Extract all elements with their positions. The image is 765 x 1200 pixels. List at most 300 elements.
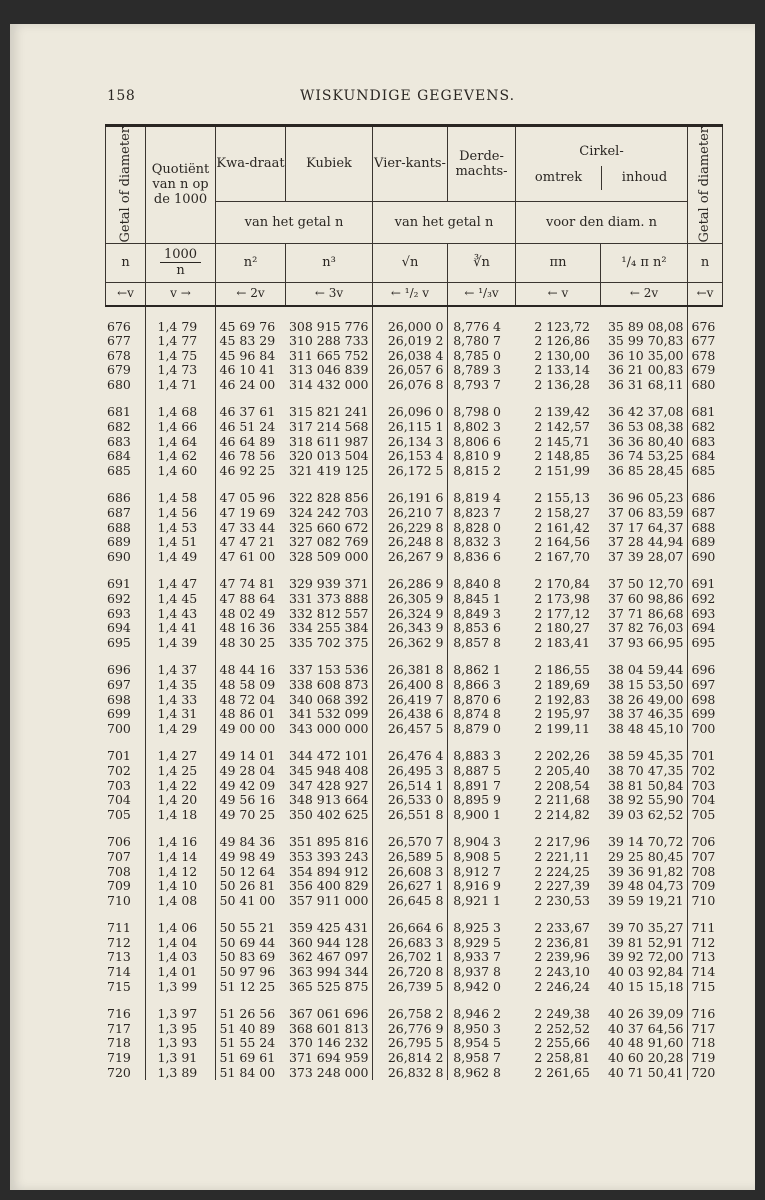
table-cell: 26,589 5 [372,850,447,865]
table-cell: 701 [107,748,131,764]
table-cell: 345 948 408 [285,764,372,779]
table-cell: 26,248 8 [372,535,447,550]
table-cell: 50 97 96 [215,965,285,980]
table-cell: 2 145,71 [534,433,590,449]
sym-n-right: n [688,243,723,282]
table-cell: 343 000 000 [285,722,372,737]
table-cell: 48 58 09 [215,678,285,693]
table-cell: 26,683 3 [372,936,447,951]
table-cell: 2 208,54 [534,777,590,793]
table-cell: 8,785 0 [453,347,501,363]
table-cell: 40 37 64,56 [600,1022,687,1037]
table-cell: 692 [107,591,131,606]
header-cirkel: Cirkel- omtrek inhoud [516,126,688,202]
table-cell: 1,3 91 [145,1051,215,1066]
table-cell: 1,4 33 [145,693,215,708]
table-cell: 2 252,52 [534,1020,590,1036]
header-getal-of-diameter-left: Getal of diameter [106,126,146,244]
table-cell: 8,962 8 [453,1064,501,1080]
table-cell: 2 214,82 [534,806,590,822]
table-cell: 327 082 769 [285,535,372,550]
table-cell: 36 36 80,40 [600,435,687,450]
table-cell: 705 [107,806,131,822]
table-row [105,449,722,464]
table-cell: 681 [107,404,131,420]
table-cell: 2 148,85 [534,448,590,464]
table-row [105,378,722,393]
table-cell: 324 242 703 [285,506,372,521]
table-cell: 687 [691,505,716,521]
table-cell: 703 [107,777,131,793]
table-row [105,793,722,808]
table-body [105,307,722,1081]
table-row [105,808,722,823]
table-cell: 2 255,66 [534,1035,590,1051]
table-cell: 709 [691,878,716,894]
sym-pi-n: πn [516,243,601,282]
table-cell: 40 15 15,18 [600,980,687,995]
table-cell: 45 69 76 [215,320,285,335]
table-row [105,405,722,420]
table-cell: 8,815 2 [453,462,501,478]
table-cell: 717 [691,1020,716,1036]
table-cell: 1,4 56 [145,506,215,521]
table-cell: 26,702 1 [372,950,447,965]
arrow-3: ← 2v [216,282,286,306]
table-cell: 680 [691,376,716,392]
table-cell: 26,267 9 [372,550,447,565]
table-cell: 2 202,26 [534,748,590,764]
table-cell: 8,929 5 [453,934,501,950]
table-row [105,921,722,936]
table-row [105,850,722,865]
table-cell: 8,937 8 [453,964,501,980]
table-cell: 26,286 9 [372,577,447,592]
table-cell: 8,789 3 [453,362,501,378]
table-cell: 707 [691,848,716,864]
sym-cbrt: ∛n [448,243,516,282]
table-cell: 679 [107,362,131,378]
table-cell: 8,925 3 [453,920,501,936]
table-row [105,764,722,779]
table-cell: 47 61 00 [215,550,285,565]
table-cell: 8,946 2 [453,1006,501,1022]
table-cell: 26,381 8 [372,663,447,678]
table-cell: 8,793 7 [453,376,501,392]
arrow-9: ←v [688,282,723,306]
table-cell: 26,343 9 [372,621,447,636]
header-vierkants: Vier-kants- [373,126,448,202]
table-cell: 26,608 3 [372,865,447,880]
table-cell: 702 [691,762,716,778]
table-cell: 37 71 86,68 [600,607,687,622]
table-cell: 1,4 45 [145,592,215,607]
table-row [105,950,722,965]
table-cell: 696 [107,662,131,678]
table-cell: 2 199,11 [534,720,590,736]
table-cell: 26,758 2 [372,1007,447,1022]
table-cell: 26,362 9 [372,636,447,651]
table-cell: 706 [107,834,131,850]
table-cell: 322 828 856 [285,491,372,506]
table-cell: 331 373 888 [285,592,372,607]
table-cell: 8,776 4 [453,318,501,334]
table-cell: 685 [107,462,131,478]
table-row [105,577,722,592]
table-cell: 1,4 64 [145,435,215,450]
table-cell: 1,4 49 [145,550,215,565]
table-cell: 26,570 7 [372,835,447,850]
table-cell: 48 72 04 [215,693,285,708]
table-cell: 329 939 371 [285,577,372,592]
table-cell: 50 26 81 [215,879,285,894]
table-cell: 48 16 36 [215,621,285,636]
table-cell: 50 41 00 [215,894,285,909]
table-cell: 40 48 91,60 [600,1036,687,1051]
table-cell: 36 21 00,83 [600,363,687,378]
header-derdemachts: Derde-machts- [448,126,516,202]
table-cell: 46 37 61 [215,405,285,420]
table-cell: 8,879 0 [453,720,501,736]
table-cell: 2 239,96 [534,949,590,965]
table-cell: 689 [107,534,131,550]
table-cell: 714 [107,964,131,980]
table-cell: 705 [691,806,716,822]
table-row [105,865,722,880]
table-cell: 720 [691,1064,716,1080]
table-cell: 682 [691,419,716,435]
table-cell: 26,776 9 [372,1022,447,1037]
table-cell: 48 44 16 [215,663,285,678]
table-cell: 688 [107,519,131,535]
table-cell: 713 [107,949,131,965]
table-cell: 39 14 70,72 [600,835,687,850]
table-cell: 2 170,84 [534,576,590,592]
table-cell: 1,4 25 [145,764,215,779]
table-cell: 1,4 01 [145,965,215,980]
table-cell: 50 12 64 [215,865,285,880]
table-cell: 699 [107,706,131,722]
header-van-het-getal-2: van het getal n [373,201,516,243]
table-cell: 325 660 672 [285,521,372,536]
sym-n-squared: n² [216,243,286,282]
table-cell: 335 702 375 [285,636,372,651]
table-cell: 37 50 12,70 [600,577,687,592]
table-cell: 38 15 53,50 [600,678,687,693]
table-row [105,835,722,850]
table-cell: 714 [691,964,716,980]
table-cell: 8,904 3 [453,834,501,850]
table-row [105,707,722,722]
table-cell: 46 10 41 [215,363,285,378]
header-inhoud: inhoud [601,166,687,190]
table-cell: 1,3 93 [145,1036,215,1051]
table-cell: 1,4 51 [145,535,215,550]
table-cell: 711 [691,920,716,936]
table-cell: 2 249,38 [534,1006,590,1022]
table-row [105,636,722,651]
table-cell: 680 [107,376,131,392]
table-cell: 1,4 27 [145,749,215,764]
table-cell: 373 248 000 [285,1066,372,1081]
table-cell: 8,895 9 [453,792,501,808]
table-row [105,334,722,349]
table-cell: 719 [691,1050,716,1066]
table-cell: 704 [107,792,131,808]
table-cell: 35 99 70,83 [600,334,687,349]
table-row [105,592,722,607]
table-cell: 8,853 6 [453,620,501,636]
table-cell: 26,153 4 [372,449,447,464]
table-cell: 696 [691,662,716,678]
table-cell: 38 48 45,10 [600,722,687,737]
table-cell: 26,134 3 [372,435,447,450]
table-row [105,363,722,378]
header-omtrek: omtrek [534,169,583,185]
table-cell: 39 81 52,91 [600,936,687,951]
table-cell: 45 96 84 [215,349,285,364]
table-cell: 338 608 873 [285,678,372,693]
table-cell: 8,845 1 [453,591,501,606]
table-cell: 46 64 89 [215,435,285,450]
table-cell: 313 046 839 [285,363,372,378]
table-cell: 26,096 0 [372,405,447,420]
table-row [105,550,722,565]
table-cell: 1,4 03 [145,950,215,965]
table-cell: 311 665 752 [285,349,372,364]
table-cell: 677 [107,333,131,349]
table-cell: 1,3 95 [145,1022,215,1037]
table-cell: 365 525 875 [285,980,372,995]
table-cell: 2 155,13 [534,490,590,506]
table-cell: 26,814 2 [372,1051,447,1066]
table-cell: 8,887 5 [453,762,501,778]
table-cell: 2 183,41 [534,634,590,650]
table-cell: 26,438 6 [372,707,447,722]
table-cell: 1,4 31 [145,707,215,722]
table-cell: 49 28 04 [215,764,285,779]
table-gap [105,307,722,320]
table-cell: 2 195,97 [534,706,590,722]
table-cell: 367 061 696 [285,1007,372,1022]
table-cell: 2 192,83 [534,691,590,707]
table-cell: 694 [691,620,716,636]
table-cell: 348 913 664 [285,793,372,808]
table-cell: 26,627 1 [372,879,447,894]
table-row [105,491,722,506]
table-row [105,320,722,335]
table-cell: 26,457 5 [372,722,447,737]
table-cell: 2 161,42 [534,519,590,535]
table-cell: 26,551 8 [372,808,447,823]
page-number: 158 [107,88,136,104]
table-cell: 317 214 568 [285,420,372,435]
table-cell: 688 [691,519,716,535]
table-cell: 341 532 099 [285,707,372,722]
table-cell: 703 [691,777,716,793]
header-getal-of-diameter-right: Getal of diameter [688,126,723,244]
table-cell: 8,921 1 [453,892,501,908]
table-cell: 8,810 9 [453,448,501,464]
table-cell: 40 03 92,84 [600,965,687,980]
table-cell: 26,514 1 [372,779,447,794]
table-cell: 698 [107,691,131,707]
table-row [105,621,722,636]
table-cell: 676 [107,318,131,334]
table-cell: 26,172 5 [372,464,447,479]
table-cell: 2 123,72 [534,318,590,334]
table-cell: 49 42 09 [215,779,285,794]
table-cell: 682 [107,419,131,435]
table-cell: 39 59 19,21 [600,894,687,909]
table-cell: 2 142,57 [534,419,590,435]
table-cell: 681 [691,404,716,420]
table-cell: 715 [107,978,131,994]
table-cell: 685 [691,462,716,478]
table-cell: 350 402 625 [285,808,372,823]
table-cell: 8,802 3 [453,419,501,435]
table-cell: 678 [691,347,716,363]
table-cell: 691 [691,576,716,592]
table-cell: 26,419 7 [372,693,447,708]
table-cell: 46 24 00 [215,378,285,393]
arrow-6: ← ¹/₃v [448,282,516,306]
table-cell: 1,4 77 [145,334,215,349]
table-cell: 47 47 21 [215,535,285,550]
table-cell: 49 84 36 [215,835,285,850]
table-cell: 679 [691,362,716,378]
table-cell: 2 164,56 [534,534,590,550]
table-cell: 51 40 89 [215,1022,285,1037]
table-cell: 26,191 6 [372,491,447,506]
table-cell: 39 36 91,82 [600,865,687,880]
table-cell: 2 177,12 [534,605,590,621]
table-cell: 38 92 55,90 [600,793,687,808]
table-cell: 693 [691,605,716,621]
table-cell: 26,795 5 [372,1036,447,1051]
table-row [105,521,722,536]
table-cell: 1,4 10 [145,879,215,894]
table-row [105,965,722,980]
table-row [105,420,722,435]
table-cell: 713 [691,949,716,965]
header-kubiek: Kubiek [286,126,373,202]
table-cell: 720 [107,1064,131,1080]
table-row [105,464,722,479]
arrow-8: ← 2v [601,282,688,306]
table-cell: 1,4 18 [145,808,215,823]
table-cell: 2 158,27 [534,505,590,521]
table-cell: 26,076 8 [372,378,447,393]
table-cell: 8,780 7 [453,333,501,349]
table-cell: 45 83 29 [215,334,285,349]
table-cell: 684 [691,448,716,464]
sym-sqrt: √n [373,243,448,282]
table-cell: 46 92 25 [215,464,285,479]
table-cell: 2 133,14 [534,362,590,378]
table-row [105,779,722,794]
table-cell: 1,4 14 [145,850,215,865]
header-kwadraat: Kwa-draat [216,126,286,202]
table-cell: 695 [691,634,716,650]
table-cell: 308 915 776 [285,320,372,335]
table-cell: 38 26 49,00 [600,693,687,708]
table-cell: 320 013 504 [285,449,372,464]
table-row [105,663,722,678]
table-cell: 716 [107,1006,131,1022]
table-cell: 26,305 9 [372,592,447,607]
table-cell: 26,664 6 [372,921,447,936]
table-cell: 1,4 66 [145,420,215,435]
table-cell: 1,4 71 [145,378,215,393]
table-cell: 371 694 959 [285,1051,372,1066]
table-cell: 347 428 927 [285,779,372,794]
table-cell: 2 139,42 [534,404,590,420]
table-cell: 700 [107,720,131,736]
table-cell: 36 96 05,23 [600,491,687,506]
table-cell: 2 189,69 [534,676,590,692]
table-cell: 1,4 35 [145,678,215,693]
table-cell: 26,739 5 [372,980,447,995]
table-cell: 49 98 49 [215,850,285,865]
table-cell: 8,933 7 [453,949,501,965]
table-cell: 717 [107,1020,131,1036]
table-cell: 1,4 12 [145,865,215,880]
table-cell: 718 [107,1035,131,1051]
table-cell: 37 60 98,86 [600,592,687,607]
table-cell: 47 05 96 [215,491,285,506]
table-cell: 49 14 01 [215,749,285,764]
table-cell: 351 895 816 [285,835,372,850]
table-row [105,1036,722,1051]
table-cell: 8,857 8 [453,634,501,650]
table-cell: 706 [691,834,716,850]
table-cell: 8,954 5 [453,1035,501,1051]
table-cell: 26,229 8 [372,521,447,536]
table-cell: 2 130,00 [534,347,590,363]
table-cell: 710 [107,892,131,908]
sym-fraction: $\frac{1000}{n}$ [146,243,216,282]
table-row [105,980,722,995]
table-row [105,678,722,693]
table-cell: 2 167,70 [534,548,590,564]
table-row [105,349,722,364]
table-cell: 36 85 28,45 [600,464,687,479]
sym-n-cubed: n³ [286,243,373,282]
table-cell: 8,806 6 [453,433,501,449]
table-cell: 50 55 21 [215,921,285,936]
table-cell: 36 10 35,00 [600,349,687,364]
table-cell: 683 [691,433,716,449]
table-cell: 328 509 000 [285,550,372,565]
table-cell: 48 86 01 [215,707,285,722]
table-row [105,722,722,737]
table-cell: 715 [691,978,716,994]
table-cell: 8,823 7 [453,505,501,521]
table-cell: 1,4 06 [145,921,215,936]
table-cell: 315 821 241 [285,405,372,420]
table-cell: 36 74 53,25 [600,449,687,464]
table-cell: 26,324 9 [372,607,447,622]
table-cell: 1,4 08 [145,894,215,909]
table-cell: 8,836 6 [453,548,501,564]
table-cell: 37 93 66,95 [600,636,687,651]
table-cell: 1,4 58 [145,491,215,506]
table-cell: 8,916 9 [453,878,501,894]
table-cell: 8,900 1 [453,806,501,822]
table-row [105,693,722,708]
table-cell: 697 [691,676,716,692]
